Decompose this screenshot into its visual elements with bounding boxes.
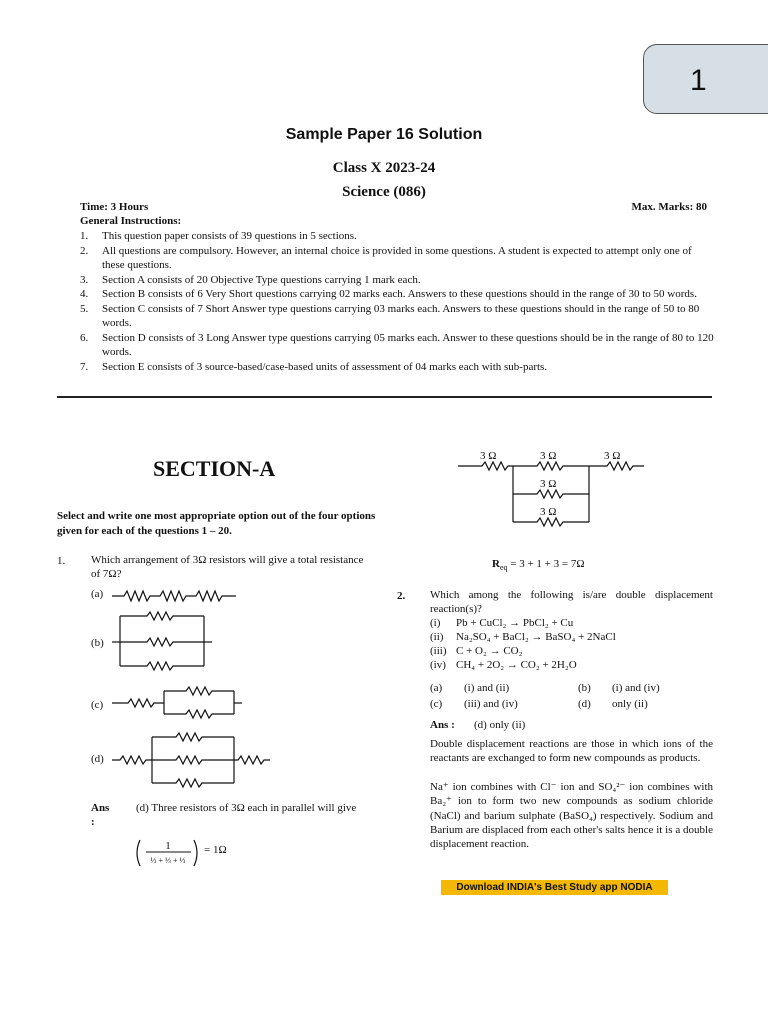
resistor-label: 3 Ω xyxy=(604,450,621,462)
resistor-label: 3 Ω xyxy=(540,478,557,490)
time-label: Time: 3 Hours xyxy=(80,201,149,213)
question-number: 1. xyxy=(57,555,66,567)
svg-text:1: 1 xyxy=(165,840,171,852)
answer-text: (d) Three resistors of 3Ω each in parallel will give xyxy=(136,802,357,814)
max-marks-label: Max. Marks: 80 xyxy=(631,201,707,213)
section-heading: SECTION-A xyxy=(153,456,276,481)
reaction-item: (iv) CH₄ + 2O₂ → CO₂ + 2H₂O xyxy=(430,659,577,671)
reaction-item: (iii) C + O₂ → CO₂ xyxy=(430,645,523,657)
instruction-item: 1. This question paper consists of 39 questions in 5 sections. xyxy=(80,230,357,242)
resistor-label: 3 Ω xyxy=(540,506,557,518)
paper-title: Sample Paper 16 Solution xyxy=(285,126,483,143)
option-text: (iii) and (iv) xyxy=(464,698,518,710)
answer-options xyxy=(430,680,660,712)
instruction-item: 3. Section A consists of 20 Objective Type questions carrying 1 mark each. xyxy=(80,273,421,286)
option-label: (a) xyxy=(91,588,104,600)
instruction-item: 7. Section E consists of 3 source-based/case-based units of assessment of 04 marks each with sub-parts. xyxy=(80,360,548,373)
formula-result: = 1Ω xyxy=(204,844,227,856)
instruction-item: 4. Section B consists of 6 Very Short questions carrying 02 marks each. Answers to these questions should in the range of 30 to 50 words. xyxy=(80,288,697,300)
option-text: (i) and (ii) xyxy=(464,682,510,694)
svg-text:⅓ + ⅓ + ⅓: ⅓ + ⅓ + ⅓ xyxy=(150,856,186,865)
circuit-series-diagram xyxy=(112,588,242,604)
reaction-list xyxy=(430,616,616,672)
equivalent-resistance-result: $R_{eq} = 3 + 1 + 3 = 7\Omega$ xyxy=(492,558,585,573)
option-label: (d) xyxy=(91,753,104,765)
option-label: (a) xyxy=(430,682,443,694)
resistor-label: 3 Ω xyxy=(480,450,497,462)
explanation-paragraph: Double displacement reactions are those in which ions of the reactants are exchanged to form new compounds as products. xyxy=(430,738,713,765)
promo-banner[interactable]: Download INDIA's Best Study app NODIA xyxy=(441,880,668,895)
question-text: Which among the following is/are double displacement reaction(s)? xyxy=(430,589,713,615)
instructions-list xyxy=(80,229,714,374)
question-text: Which arrangement of 3Ω resistors will give a total resistance of 7Ω? xyxy=(91,554,364,580)
subject-line: Science (086) xyxy=(342,184,426,200)
option-label: (b) xyxy=(578,682,591,694)
option-label: (b) xyxy=(91,637,104,649)
option-label: (c) xyxy=(91,699,104,711)
circuit-answer-diagram xyxy=(112,730,272,790)
class-line: Class X 2023-24 xyxy=(332,160,436,176)
circuit-mixed-diagram xyxy=(112,684,242,720)
answer-text: (d) only (ii) xyxy=(474,719,526,731)
general-instructions-heading: General Instructions: xyxy=(80,215,182,227)
answer-label: Ans : xyxy=(91,802,110,828)
option-label: (c) xyxy=(430,698,443,710)
explanation-paragraph: Na⁺ ion combines with Cl⁻ ion and SO₄²⁻ ion combines with Ba₂⁺ ion to form two new compounds as sodium chloride (NaCl) and barium sulphate (BaSO₄) respectively. Sodium and Barium are displaced from each other's salts hence it is a double displacement reaction. xyxy=(430,781,713,851)
reaction-item: (i) Pb + CuCl₂ → PbCl₂ + Cu xyxy=(430,617,574,629)
divider xyxy=(57,396,712,398)
option-text: (i) and (iv) xyxy=(612,682,660,694)
section-directive: Select and write one most appropriate option out of the four options given for each of the questions 1 – 20. xyxy=(57,510,376,537)
page-number: 1 xyxy=(690,64,707,97)
instruction-item: 6. Section D consists of 3 Long Answer type questions carrying 05 marks each. Answer to these questions should be in the range of 80 to 120 words. xyxy=(80,331,714,358)
question-number: 2. xyxy=(397,590,406,602)
instruction-item: 2. All questions are compulsory. However, an internal choice is provided in some questions. A student is expected to attempt only one of these questions. xyxy=(80,244,692,271)
circuit-parallel-diagram xyxy=(112,610,212,672)
option-label: (d) xyxy=(578,698,591,710)
answer-label: Ans : xyxy=(430,719,455,731)
instruction-item: 5. Section C consists of 7 Short Answer type questions carrying 03 marks each. Answers to these questions should in the range of 50 to 80 words. xyxy=(80,302,700,329)
reaction-item: (ii) Na₂SO₄ + BaCl₂ → BaSO₄ + 2NaCl xyxy=(430,631,616,643)
option-text: only (ii) xyxy=(612,698,648,710)
resistor-label: 3 Ω xyxy=(540,450,557,462)
